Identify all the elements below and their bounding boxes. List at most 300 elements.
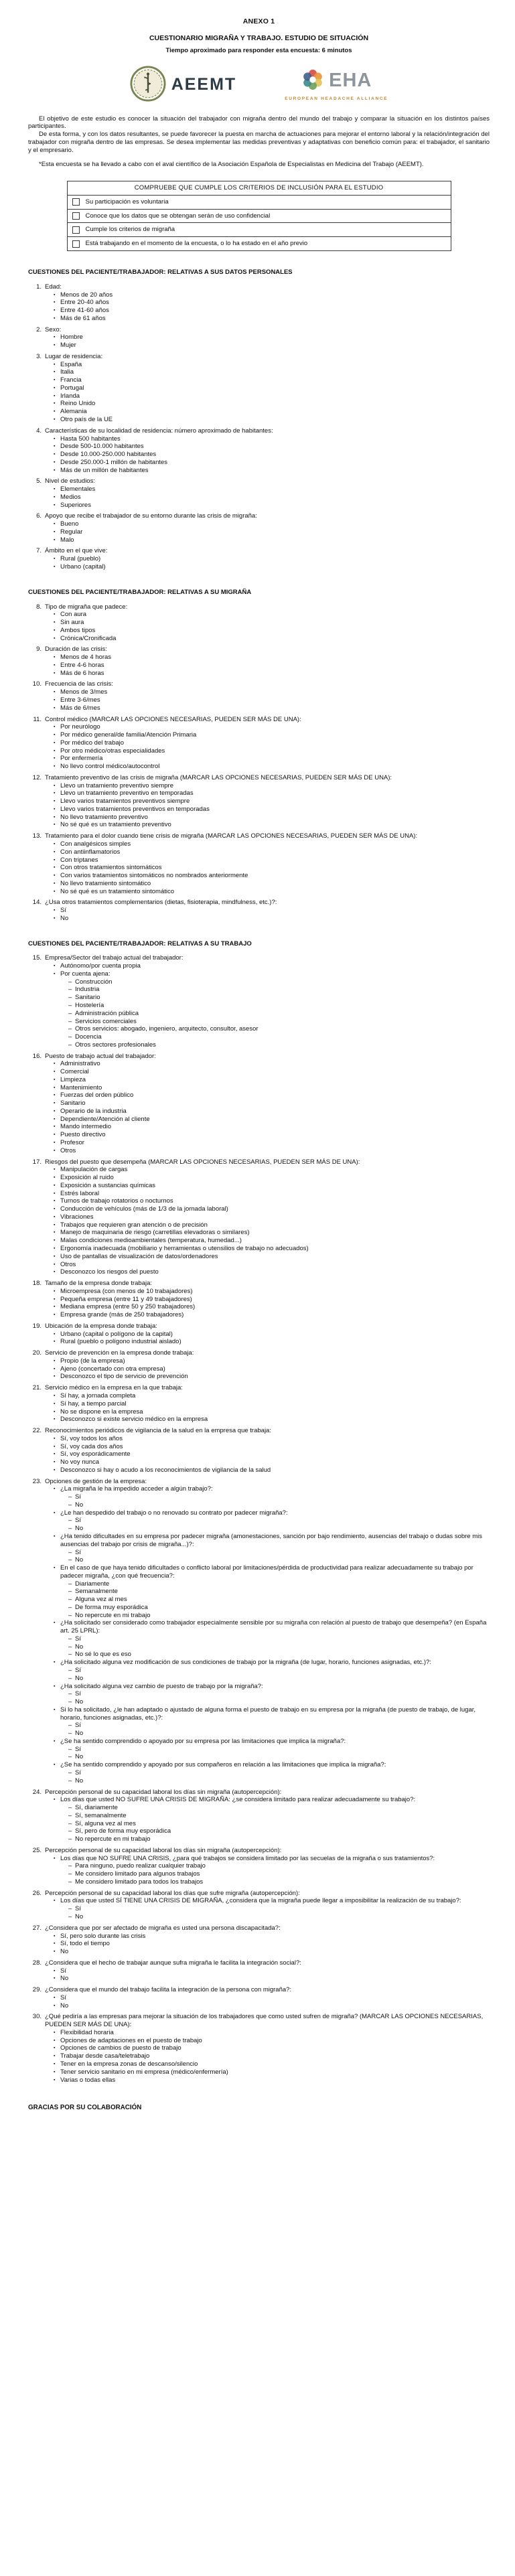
question-line xyxy=(28,353,490,361)
bullet-icon: ▪ xyxy=(54,393,56,398)
option-text: Sí xyxy=(60,1993,66,2001)
option xyxy=(68,1604,490,1612)
inclusion-box-rows xyxy=(68,195,451,250)
bullet-icon: ▪ xyxy=(54,1401,56,1406)
option xyxy=(68,994,490,1002)
option xyxy=(54,1373,490,1381)
question-text: Frecuencia de las crisis: xyxy=(45,680,113,688)
criteria-checkbox[interactable] xyxy=(72,240,80,248)
option-text: Opciones de cambios de puesto de trabajo xyxy=(60,2044,181,2052)
section-header: CUESTIONES DEL PACIENTE/TRABAJADOR: RELATIVAS A SU TRABAJO xyxy=(28,939,252,948)
option xyxy=(54,1268,490,1276)
option-text: Con otros tratamientos sintomáticos xyxy=(60,864,162,872)
option xyxy=(54,1443,490,1451)
option xyxy=(54,1288,490,1296)
option xyxy=(54,435,490,443)
option xyxy=(68,1746,490,1754)
option-text: Sí, pero solo durante las crisis xyxy=(60,1932,146,1940)
option xyxy=(54,2002,490,2010)
option-text: No xyxy=(75,1525,84,1533)
option xyxy=(54,611,490,619)
option-text: Más de un millón de habitantes xyxy=(60,466,149,474)
option-text: Me considero limitado para todos los trabajos xyxy=(75,1878,204,1886)
question xyxy=(28,326,490,350)
option xyxy=(54,1948,490,1956)
option xyxy=(54,1213,490,1221)
bullet-icon: – xyxy=(68,1041,72,1049)
option xyxy=(54,555,490,563)
option xyxy=(54,1392,490,1400)
question-line xyxy=(28,1158,490,1166)
bullet-icon: ▪ xyxy=(54,401,56,406)
option xyxy=(54,915,490,923)
bullet-icon: ▪ xyxy=(54,1124,56,1130)
option-text: Sí xyxy=(75,1493,81,1501)
bullet-icon: – xyxy=(68,1870,72,1878)
option xyxy=(54,1221,490,1229)
option xyxy=(68,1730,490,1738)
question-text: Apoyo que recibe el trabajador de su entorno durante las crisis de migraña: xyxy=(45,512,257,520)
question-text: Ubicación de la empresa donde trabaja: xyxy=(45,1322,157,1330)
option-text: Los días que NO SUFRE UNA CRISIS, ¿para qué trabajos se considera limitado por las secuelas de la migraña o sus tratamientos?: xyxy=(60,1854,435,1862)
question-line xyxy=(28,427,490,435)
criteria-label: Conoce que los datos que se obtengan serán de uso confidencial xyxy=(85,212,271,220)
option xyxy=(54,485,490,494)
question xyxy=(28,832,490,895)
option xyxy=(54,1108,490,1116)
option xyxy=(54,1738,490,1746)
option xyxy=(68,1651,490,1659)
option xyxy=(54,2068,490,2076)
option-text: No llevo control médico/autocontrol xyxy=(60,763,160,771)
option xyxy=(54,1706,490,1722)
option-text: Reino Unido xyxy=(60,400,96,408)
bullet-icon: ▪ xyxy=(54,1374,56,1379)
option-text: Semanalmente xyxy=(75,1588,118,1596)
option xyxy=(54,814,490,822)
option-text: Varias o todas ellas xyxy=(60,2076,116,2084)
option xyxy=(54,635,490,643)
bullet-icon: ▪ xyxy=(54,841,56,846)
question-text: ¿Qué pediría a las empresas para mejorar la situación de los trabajadores que como usted sufren de migraña? (MARCAR LAS OPCIONES NECESARIAS, PUEDEN SER MÁS DE UNA): xyxy=(45,2013,484,2029)
option xyxy=(68,1722,490,1730)
option xyxy=(54,1116,490,1124)
option-text: Sí, semanalmente xyxy=(75,1811,127,1819)
bullet-icon: ▪ xyxy=(54,2038,56,2043)
option xyxy=(68,1517,490,1525)
option xyxy=(54,1400,490,1408)
bullet-icon: ▪ xyxy=(54,1077,56,1082)
section-header: CUESTIONES DEL PACIENTE/TRABAJADOR: RELATIVAS A SU MIGRAÑA xyxy=(28,588,252,596)
bullet-icon: ▪ xyxy=(54,467,56,473)
bullet-icon: ▪ xyxy=(54,1933,56,1939)
option xyxy=(54,806,490,814)
bullet-icon: – xyxy=(68,1811,72,1819)
option-text: Entre 3-6/mes xyxy=(60,696,100,704)
option xyxy=(54,662,490,670)
bullet-icon: – xyxy=(68,1878,72,1886)
option xyxy=(68,1827,490,1835)
bullet-icon: – xyxy=(68,1745,72,1753)
option-text: Rural (pueblo) xyxy=(60,555,101,563)
option-text: Elementales xyxy=(60,485,96,494)
question-line xyxy=(28,1322,490,1331)
bullet-icon: ▪ xyxy=(54,705,56,710)
section-header: CUESTIONES DEL PACIENTE/TRABAJADOR: RELATIVAS A SUS DATOS PERSONALES xyxy=(28,268,293,276)
option-text: Administrativo xyxy=(60,1060,100,1068)
bullet-icon: ▪ xyxy=(54,1566,56,1571)
option-text: Sí, voy cada dos años xyxy=(60,1442,123,1450)
question-line xyxy=(28,774,490,782)
option xyxy=(54,1485,490,1493)
bullet-icon: – xyxy=(68,1009,72,1017)
option-text: No xyxy=(75,1753,84,1761)
bullet-icon: ▪ xyxy=(54,529,56,534)
bullet-icon: ▪ xyxy=(54,409,56,414)
option-text: Sí xyxy=(60,1967,66,1975)
option-text: Con antiinflamatorios xyxy=(60,848,121,856)
option xyxy=(68,1835,490,1843)
bullet-icon: ▪ xyxy=(54,1797,56,1803)
question-number: 1. xyxy=(36,283,42,291)
question-number: 14. xyxy=(32,899,42,907)
criteria-checkbox[interactable] xyxy=(72,212,80,220)
option xyxy=(54,1408,490,1416)
inclusion-box-title: COMPRUEBE QUE CUMPLE LOS CRITERIOS DE INCLUSIÓN PARA EL ESTUDIO xyxy=(134,184,384,192)
question-text: Duración de las crisis: xyxy=(45,646,107,654)
option xyxy=(54,1416,490,1424)
bullet-icon: – xyxy=(68,1017,72,1025)
bullet-icon: ▪ xyxy=(54,690,56,695)
bullet-icon: – xyxy=(68,1588,72,1596)
option-text: Exposición a sustancias químicas xyxy=(60,1181,156,1189)
option xyxy=(68,1612,490,1620)
bullet-icon: – xyxy=(68,986,72,994)
question-line xyxy=(28,1349,490,1357)
question-line xyxy=(28,1384,490,1392)
question-line xyxy=(28,2013,490,2029)
question xyxy=(28,547,490,571)
bullet-icon: ▪ xyxy=(54,537,56,542)
option-text: Portugal xyxy=(60,384,84,392)
option-text: Sanitario xyxy=(60,1100,86,1108)
option xyxy=(54,416,490,424)
option-text: Pequeña empresa (entre 11 y 49 trabajadores) xyxy=(60,1295,192,1303)
option xyxy=(54,1975,490,1983)
option xyxy=(68,1667,490,1675)
bullet-icon: ▪ xyxy=(54,764,56,769)
question xyxy=(28,1789,490,1843)
option xyxy=(68,1769,490,1777)
medical-emblem-icon xyxy=(130,66,166,104)
bullet-icon: – xyxy=(68,1730,72,1738)
bullet-icon: ▪ xyxy=(54,308,56,313)
option xyxy=(68,1025,490,1033)
option-text: En el caso de que haya tenido dificultades o conflicto laboral por limitaciones/pérdida de productividad para realizar adecuadamente su trabajo por padecer migraña, ¿con qué frecuencia?: xyxy=(60,1564,473,1580)
option-text: Por médico general/de familia/Atención Primaria xyxy=(60,731,197,739)
bullet-icon: – xyxy=(68,1556,72,1564)
bullet-icon: ▪ xyxy=(54,1898,56,1904)
option-text: Entre 41-60 años xyxy=(60,307,109,315)
bullet-icon: ▪ xyxy=(54,459,56,465)
option-text: Hasta 500 habitantes xyxy=(60,435,121,443)
option-text: Otros servicios: abogado, ingeniero, arquitecto, consultor, asesor xyxy=(75,1025,259,1033)
option xyxy=(54,342,490,350)
option-text: Los días que usted SÍ TIENE UNA CRISIS DE MIGRAÑA, ¿considera que la migraña puede llegar a imposibilitar la realización de su trabajo?: xyxy=(60,1897,461,1905)
option-text: Ambos tipos xyxy=(60,626,96,634)
bullet-icon: ▪ xyxy=(54,814,56,820)
option-text: Ajeno (concertado con otra empresa) xyxy=(60,1365,165,1373)
option-text: Italia xyxy=(60,368,74,376)
bullet-icon: ▪ xyxy=(54,1660,56,1665)
intro xyxy=(28,115,490,155)
option xyxy=(54,563,490,571)
criteria-label: Cumple los criterios de migraña xyxy=(85,226,175,234)
option-text: Por enfermería xyxy=(60,755,103,763)
question-text: Puesto de trabajo actual del trabajador: xyxy=(45,1052,156,1060)
option xyxy=(68,1690,490,1698)
question-text: Lugar de residencia: xyxy=(45,352,103,360)
bullet-icon: – xyxy=(68,1548,72,1556)
option-text: No sé lo que es eso xyxy=(75,1651,131,1659)
bullet-icon: ▪ xyxy=(54,881,56,886)
criteria-row xyxy=(68,209,451,223)
option-text: Hombre xyxy=(60,333,83,342)
option-text: De forma muy esporádica xyxy=(75,1603,148,1611)
option-text: Sí hay, a jornada completa xyxy=(60,1391,136,1399)
time-note: Tiempo aproximado para responder esta encuesta: 6 minutos xyxy=(165,47,352,55)
option-text: Turnos de trabajo rotatorios o nocturnos xyxy=(60,1197,173,1205)
question-text: Tipo de migraña que padece: xyxy=(45,603,128,611)
intro-paragraph: De esta forma, y con los datos resultantes, se puede favorecer la puesta en marcha de actuaciones para mejorar el entorno laboral y la relación/integración del trabajador con migraña dentro de las empresas. Se desea implementar las medidas preventivas y adaptativas con beneficio común para: el trabajador, el sanitario y el empresario. xyxy=(28,131,490,154)
bullet-icon: ▪ xyxy=(54,1199,56,1204)
option xyxy=(54,520,490,528)
criteria-row xyxy=(68,195,451,209)
bullet-icon: ▪ xyxy=(54,1683,56,1689)
closing-thanks: GRACIAS POR SU COLABORACIÓN xyxy=(28,2104,142,2112)
bullet-icon: ▪ xyxy=(54,452,56,457)
bullet-icon: ▪ xyxy=(54,1288,56,1294)
option-text: Limpieza xyxy=(60,1075,86,1083)
bullet-icon: ▪ xyxy=(54,385,56,390)
option-text: Para ninguno, puedo realizar cualquier trabajo xyxy=(75,1862,206,1870)
option-text: Dependiente/Atención al cliente xyxy=(60,1115,150,1123)
option xyxy=(54,1855,490,1863)
question xyxy=(28,1478,490,1785)
option xyxy=(54,731,490,739)
option-text: Administración pública xyxy=(75,1009,139,1017)
option xyxy=(54,1296,490,1304)
bullet-icon: ▪ xyxy=(54,806,56,812)
option xyxy=(54,2060,490,2068)
question-text: Sexo: xyxy=(45,325,62,333)
option-text: No repercute en mi trabajo xyxy=(75,1835,151,1843)
option xyxy=(68,986,490,994)
bullet-icon: – xyxy=(68,994,72,1002)
option-text: Por otro médico/otras especialidades xyxy=(60,747,165,755)
option xyxy=(68,1033,490,1041)
bullet-icon: ▪ xyxy=(54,1304,56,1310)
bullet-icon: ▪ xyxy=(54,2069,56,2074)
bullet-icon: ▪ xyxy=(54,1093,56,1098)
option-text: Mando intermedio xyxy=(60,1123,112,1131)
option xyxy=(54,739,490,747)
option-text: Llevo un tratamiento preventivo siempre xyxy=(60,781,173,789)
option xyxy=(54,2044,490,2052)
criteria-checkbox[interactable] xyxy=(72,226,80,234)
bullet-icon: ▪ xyxy=(54,292,56,297)
option-text: Desconozco el tipo de servicio de prevención xyxy=(60,1373,188,1381)
question xyxy=(28,1959,490,1983)
question-number: 21. xyxy=(32,1384,42,1392)
option-text: Servicios comerciales xyxy=(75,1017,137,1025)
bullet-icon: – xyxy=(68,1596,72,1604)
option-text: Propio (de la empresa) xyxy=(60,1357,125,1365)
option-text: Hostelería xyxy=(75,1002,104,1009)
bullet-icon: ▪ xyxy=(54,1230,56,1235)
option-text: Sí xyxy=(75,1548,81,1556)
question-number: 13. xyxy=(32,832,42,840)
criteria-checkbox[interactable] xyxy=(72,198,80,206)
option-text: Irlanda xyxy=(60,392,80,400)
option xyxy=(54,970,490,978)
bullet-icon: ▪ xyxy=(54,1444,56,1449)
question-number: 26. xyxy=(32,1889,42,1897)
option xyxy=(54,1303,490,1311)
bullet-icon: ▪ xyxy=(54,1245,56,1251)
option xyxy=(54,1147,490,1155)
option-text: Desde 250.000-1 millón de habitantes xyxy=(60,458,168,466)
option-text: Industria xyxy=(75,986,100,994)
question xyxy=(28,427,490,475)
bullet-icon: ▪ xyxy=(54,620,56,625)
option xyxy=(54,864,490,872)
option-text: Con analgésicos simples xyxy=(60,840,131,848)
question-line xyxy=(28,680,490,688)
option-text: ¿Ha solicitado alguna vez modificación de sus condiciones de trabajo por la migraña (de lugar, horario, funciones asignadas, etc.)?: xyxy=(60,1659,431,1667)
question-text: ¿Considera que el hecho de trabajar aunque sufra migraña le facilita la integración social?: xyxy=(45,1959,301,1967)
option xyxy=(54,888,490,896)
option xyxy=(54,408,490,416)
bullet-icon: – xyxy=(68,1819,72,1827)
question-text: Nivel de estudios: xyxy=(45,477,95,485)
option xyxy=(68,1913,490,1921)
bullet-icon: ▪ xyxy=(54,1148,56,1153)
bullet-icon: ▪ xyxy=(54,822,56,828)
question xyxy=(28,283,490,323)
option-text: Conducción de vehículos (más de 1/3 de la jornada laboral) xyxy=(60,1205,228,1213)
option xyxy=(54,696,490,704)
option xyxy=(68,1635,490,1643)
option xyxy=(54,1619,490,1635)
option xyxy=(54,315,490,323)
bullet-icon: ▪ xyxy=(54,748,56,753)
option-text: Construcción xyxy=(75,978,113,986)
option-text: No llevo tratamiento preventivo xyxy=(60,813,148,821)
option-text: Autónomo/por cuenta propia xyxy=(60,962,141,970)
option-text: Desconozco si hay o acudo a los reconocimientos de vigilancia de la salud xyxy=(60,1466,271,1474)
bullet-icon: ▪ xyxy=(54,1460,56,1465)
question-text: Ámbito en el que vive: xyxy=(45,547,108,555)
bullet-icon: ▪ xyxy=(54,315,56,321)
bullet-icon: ▪ xyxy=(54,2062,56,2066)
question-line xyxy=(28,1053,490,1061)
bullet-icon: – xyxy=(68,1493,72,1501)
question-text: Tratamiento para el dolor cuando tiene crisis de migraña (MARCAR LAS OPCIONES NECESARIAS, PUEDEN SER MÁS DE UNA): xyxy=(45,832,418,840)
option-text: Entre 20-40 años xyxy=(60,299,109,307)
option-text: ¿Se ha sentido comprendido o apoyado por su empresa por las limitaciones que implica la migraña?: xyxy=(60,1737,346,1745)
bullet-icon: ▪ xyxy=(54,627,56,633)
bullet-icon: ▪ xyxy=(54,1707,56,1712)
question-number: 4. xyxy=(36,427,42,435)
question xyxy=(28,716,490,771)
option-text: Alemania xyxy=(60,408,87,416)
bullet-icon: ▪ xyxy=(54,1214,56,1219)
bullet-icon: ▪ xyxy=(54,1620,56,1626)
bullet-icon: – xyxy=(68,1667,72,1675)
bullet-icon: ▪ xyxy=(54,1254,56,1259)
option xyxy=(54,1933,490,1941)
question-text: Percepción personal de su capacidad laboral los días que sufre migraña (autopercepción): xyxy=(45,1889,300,1897)
bullet-icon: ▪ xyxy=(54,1331,56,1337)
bullet-icon: ▪ xyxy=(54,417,56,422)
bullet-icon: – xyxy=(68,1862,72,1870)
option xyxy=(68,1493,490,1501)
option xyxy=(54,789,490,798)
option-text: Los días que usted NO SUFRE UNA CRISIS DE MIGRAÑA: ¿se considera limitado para realizar adecuadamente su trabajo?: xyxy=(60,1796,416,1804)
bullet-icon: – xyxy=(68,1912,72,1920)
bullet-icon: ▪ xyxy=(54,522,56,527)
rosette-icon xyxy=(301,68,325,94)
question-number: 7. xyxy=(36,547,42,555)
option xyxy=(68,1002,490,1010)
option xyxy=(54,1659,490,1667)
option xyxy=(54,2076,490,2085)
option-text: Estrés laboral xyxy=(60,1189,100,1197)
option xyxy=(54,1564,490,1580)
option xyxy=(54,333,490,342)
bullet-icon: – xyxy=(68,1580,72,1588)
question xyxy=(28,1427,490,1474)
option-text: Con aura xyxy=(60,611,87,619)
option-text: No xyxy=(75,1674,84,1682)
option-text: España xyxy=(60,360,82,368)
option xyxy=(54,2052,490,2060)
criteria-label: Su participación es voluntaria xyxy=(85,198,169,206)
bullet-icon: ▪ xyxy=(54,849,56,854)
option-text: Sí xyxy=(75,1690,81,1698)
option xyxy=(68,1643,490,1651)
bullet-icon: ▪ xyxy=(54,378,56,383)
option-text: Mujer xyxy=(60,342,76,350)
option xyxy=(54,1139,490,1147)
question-number: 15. xyxy=(32,954,42,962)
option-text: Si lo ha solicitado, ¿le han adaptado o ajustado de alguna forma el puesto de trabajo en su empresa por la migraña (de puesto de trabajo, de lugar, horario, funciones asignadas, etc.)?: xyxy=(60,1706,476,1722)
bullet-icon: ▪ xyxy=(54,655,56,660)
bullet-icon: – xyxy=(68,1804,72,1812)
option-text: Sí xyxy=(75,1905,81,1913)
question-number: 8. xyxy=(36,603,42,611)
bullet-icon: ▪ xyxy=(54,1976,56,1981)
option-text: Microempresa (con menos de 10 trabajadores) xyxy=(60,1287,193,1295)
option xyxy=(68,1501,490,1509)
option xyxy=(68,1862,490,1870)
question xyxy=(28,1924,490,1956)
question xyxy=(28,2013,490,2084)
option xyxy=(54,856,490,864)
option xyxy=(54,1683,490,1691)
option xyxy=(54,1357,490,1365)
